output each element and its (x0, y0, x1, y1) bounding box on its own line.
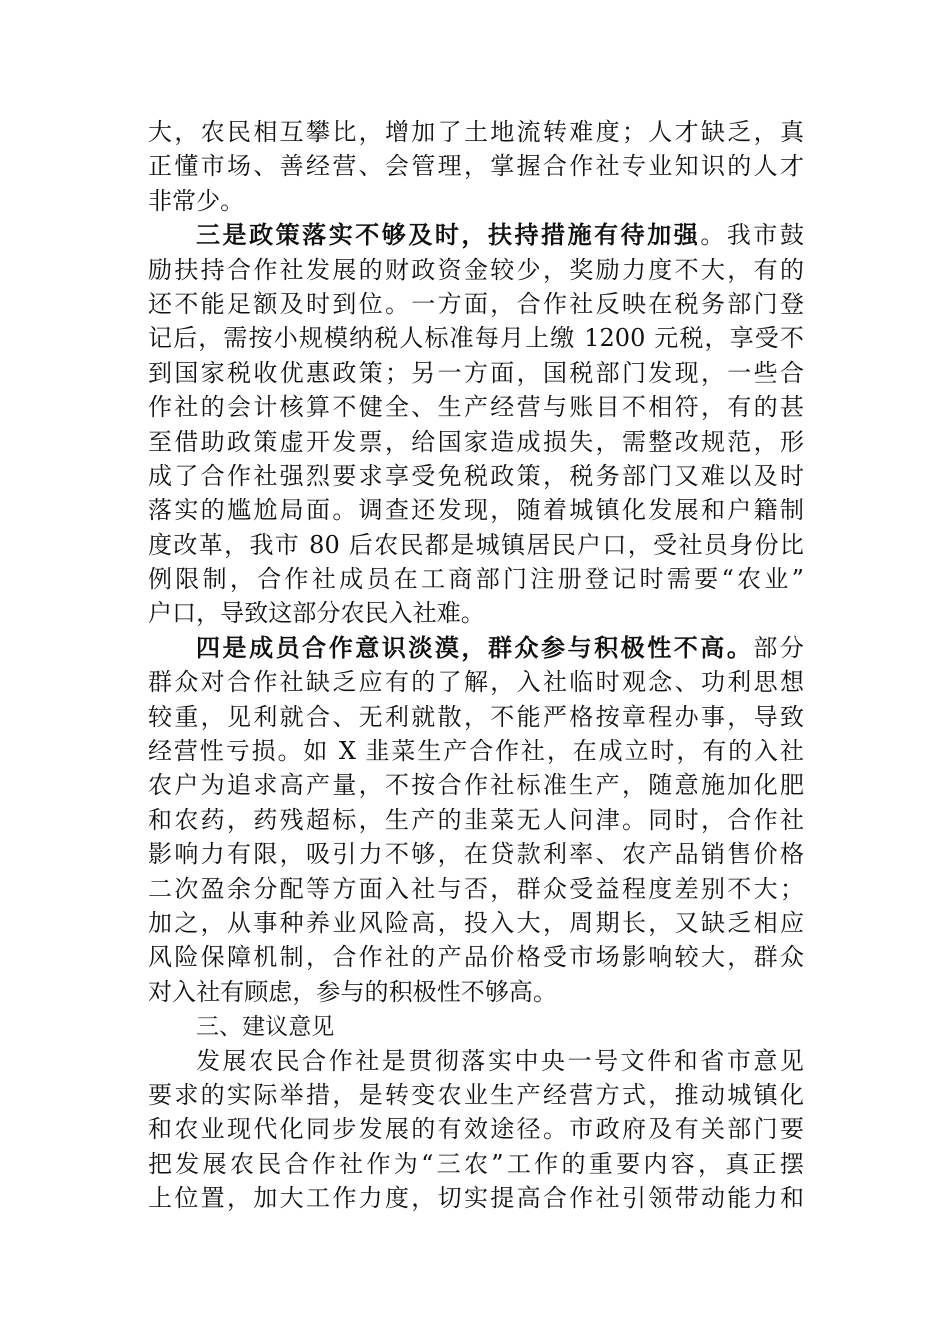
text-line (148, 1147, 804, 1181)
text-line (148, 390, 804, 424)
text-line (148, 493, 804, 527)
line-text: 把发展农民合作社作为“三农”工作的重要内容，真正摆 (148, 1149, 804, 1178)
section-heading (148, 1009, 804, 1043)
line-text: 风险保障机制，合作社的产品价格受市场影响较大，群众 (148, 943, 804, 972)
line-text: 要求的实际举措，是转变农业生产经营方式，推动城镇化 (148, 1080, 804, 1109)
text-line (148, 425, 804, 459)
line-text: 和农业现代化同步发展的有效途径。市政府及有关部门要 (148, 1115, 804, 1144)
text-line (148, 149, 804, 183)
text-line (148, 287, 804, 321)
text-line (148, 906, 804, 940)
text-line (148, 872, 804, 906)
line-text: 二次盈余分配等方面入社与否，群众受益程度差别不大； (148, 874, 804, 903)
text-line (148, 768, 804, 802)
line-text: 落实的尴尬局面。调查还发现，随着城镇化发展和户籍制 (148, 496, 804, 525)
text-line (148, 1112, 804, 1146)
text-line (148, 665, 804, 699)
text-line (148, 562, 804, 596)
line-text: 经营性亏损。如 X 韭菜生产合作社，在成立时，有的入社 (148, 737, 804, 766)
line-text: 部分 (753, 633, 804, 662)
text-line (148, 596, 804, 630)
text-line (148, 631, 804, 665)
text-line (148, 837, 804, 871)
document-page (148, 115, 804, 1216)
line-text: 到国家税收优惠政策；另一方面，国税部门发现，一些合 (148, 358, 804, 387)
text-line (148, 1044, 804, 1078)
line-text: 至借助政策虚开发票，给国家造成损失，需整改规范，形 (148, 427, 804, 456)
line-text: 作社的会计核算不健全、生产经营与账目不相符，有的甚 (148, 393, 804, 422)
line-text: 较重，见利就合、无利就散，不能严格按章程办事，导致 (148, 702, 804, 731)
text-line (148, 218, 804, 252)
line-text: 成了合作社强烈要求享受免税政策，税务部门又难以及时 (148, 461, 804, 490)
text-line (148, 528, 804, 562)
text-line (148, 734, 804, 768)
line-text: 和农药，药残超标，生产的韭菜无人问津。同时，合作社 (148, 805, 804, 834)
text-line (148, 975, 804, 1009)
section-heading-text: 三、建议意见 (196, 1014, 335, 1041)
text-line (148, 184, 804, 218)
line-text: 还不能足额及时到位。一方面，合作社反映在税务部门登 (148, 289, 804, 318)
line-text: 。我市鼓 (700, 221, 804, 250)
text-line (148, 115, 804, 149)
line-text: 对入社有顾虑，参与的积极性不够高。 (148, 977, 558, 1006)
line-text: 正懂市场、善经营、会管理，掌握合作社专业知识的人才 (148, 152, 804, 181)
line-text: 度改革，我市 80 后农民都是城镇居民户口，受社员身份比 (148, 530, 804, 559)
text-line (148, 940, 804, 974)
line-text: 例限制，合作社成员在工商部门注册登记时需要“农业” (148, 565, 804, 594)
line-text: 加之，从事种养业风险高，投入大，周期长，又缺乏相应 (148, 908, 804, 937)
line-text: 励扶持合作社发展的财政资金较少，奖励力度不大，有的 (148, 255, 804, 284)
text-line (148, 803, 804, 837)
bold-lead-sentence: 四是成员合作意识淡漠，群众参与积极性不高。 (196, 632, 754, 662)
text-line (148, 700, 804, 734)
line-text: 记后，需按小规模纳税人标准每月上缴 1200 元税，享受不 (148, 324, 804, 353)
line-text: 影响力有限，吸引力不够，在贷款利率、农产品销售价格 (148, 840, 804, 869)
line-text: 大，农民相互攀比，增加了土地流转难度；人才缺乏，真 (148, 118, 804, 146)
bold-lead-sentence: 三是政策落实不够及时，扶持措施有待加强 (196, 220, 701, 250)
text-line (148, 253, 804, 287)
text-line (148, 1078, 804, 1112)
line-text: 农户为追求高产量，不按合作社标准生产，随意施加化肥 (148, 771, 804, 800)
text-line (148, 356, 804, 390)
text-line (148, 459, 804, 493)
line-text: 发展农民合作社是贯彻落实中央一号文件和省市意见 (196, 1046, 804, 1075)
text-line (148, 321, 804, 355)
line-text: 上位置，加大工作力度，切实提高合作社引领带动能力和 (148, 1184, 804, 1213)
text-line (148, 1181, 804, 1215)
line-text: 非常少。 (148, 186, 245, 215)
line-text: 群众对合作社缺乏应有的了解，入社临时观念、功利思想 (148, 668, 804, 697)
line-text: 户口，导致这部分农民入社难。 (148, 599, 485, 628)
